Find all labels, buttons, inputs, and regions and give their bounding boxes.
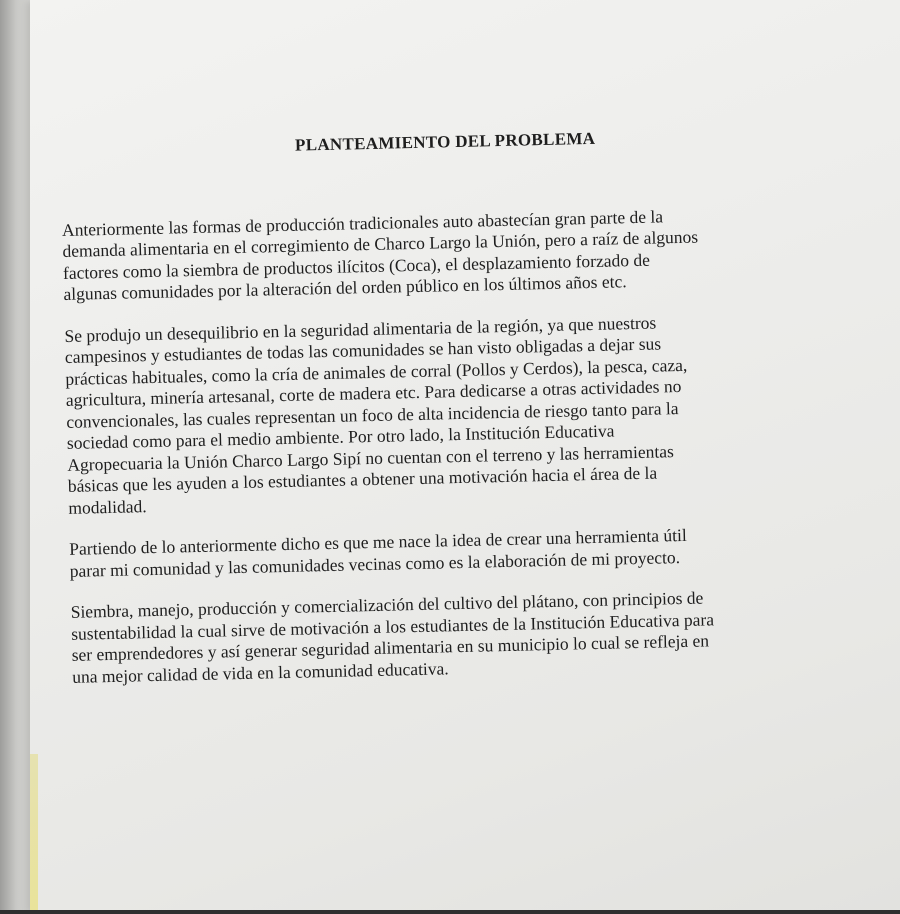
bottom-shadow <box>0 910 900 914</box>
paragraph-3: Partiendo de lo anteriormente dicho es que me nace la idea de crear una herramienta útil parar mi comunidad y las comunidades vecinas como es la elaboración de mi proyecto. <box>69 524 687 581</box>
yellow-page-edge <box>30 754 38 914</box>
paragraph-2: Se produjo un desequilibrio en la seguridad alimentaria de la región, ya que nuestros campesinos y estudiantes de todas las comunidades se han visto obligadas a dejar sus prácticas habituales, como la cría de animales de corral (Pollos y Cerdos), la pesca, caza, agricultura, minería artesanal, corte de madera etc. Para dedicarse a otras actividades no convencionales, las cuales representan un foco de alta incidencia de riesgo tanto para la sociedad como para el medio ambiente. Por otro lado, la Institución Educativa Agropecuaria la Unión Charco Largo Sipí no cuentan con el terreno y las herramientas básicas que les ayuden a los estudiantes a obtener una motivación hacia el área de la modalidad. <box>64 312 688 518</box>
paragraph-4: Siembra, manejo, producción y comercialización del cultivo del plátano, con principios de sustentabilidad la cual sirve de motivación a los estudiantes de la Institución Educativa para ser emprendedores y así generar seguridad alimentaria en su municipio lo cual se refleja en una mejor calidad de vida en la comunidad educativa. <box>70 587 715 687</box>
page-content <box>60 123 813 708</box>
paragraph-1: Anteriormente las formas de producción tradicionales auto abastecían gran parte de la demanda alimentaria en el corregimiento de Charco Largo la Unión, pero a raíz de algunos factores como la siembra de productos ilícitos (Coca), el desplazamiento forzado de algunas comunidades por la alteración del orden público en los últimos años etc. <box>61 205 699 304</box>
page-title: PLANTEAMIENTO DEL PROBLEMA <box>294 128 596 155</box>
